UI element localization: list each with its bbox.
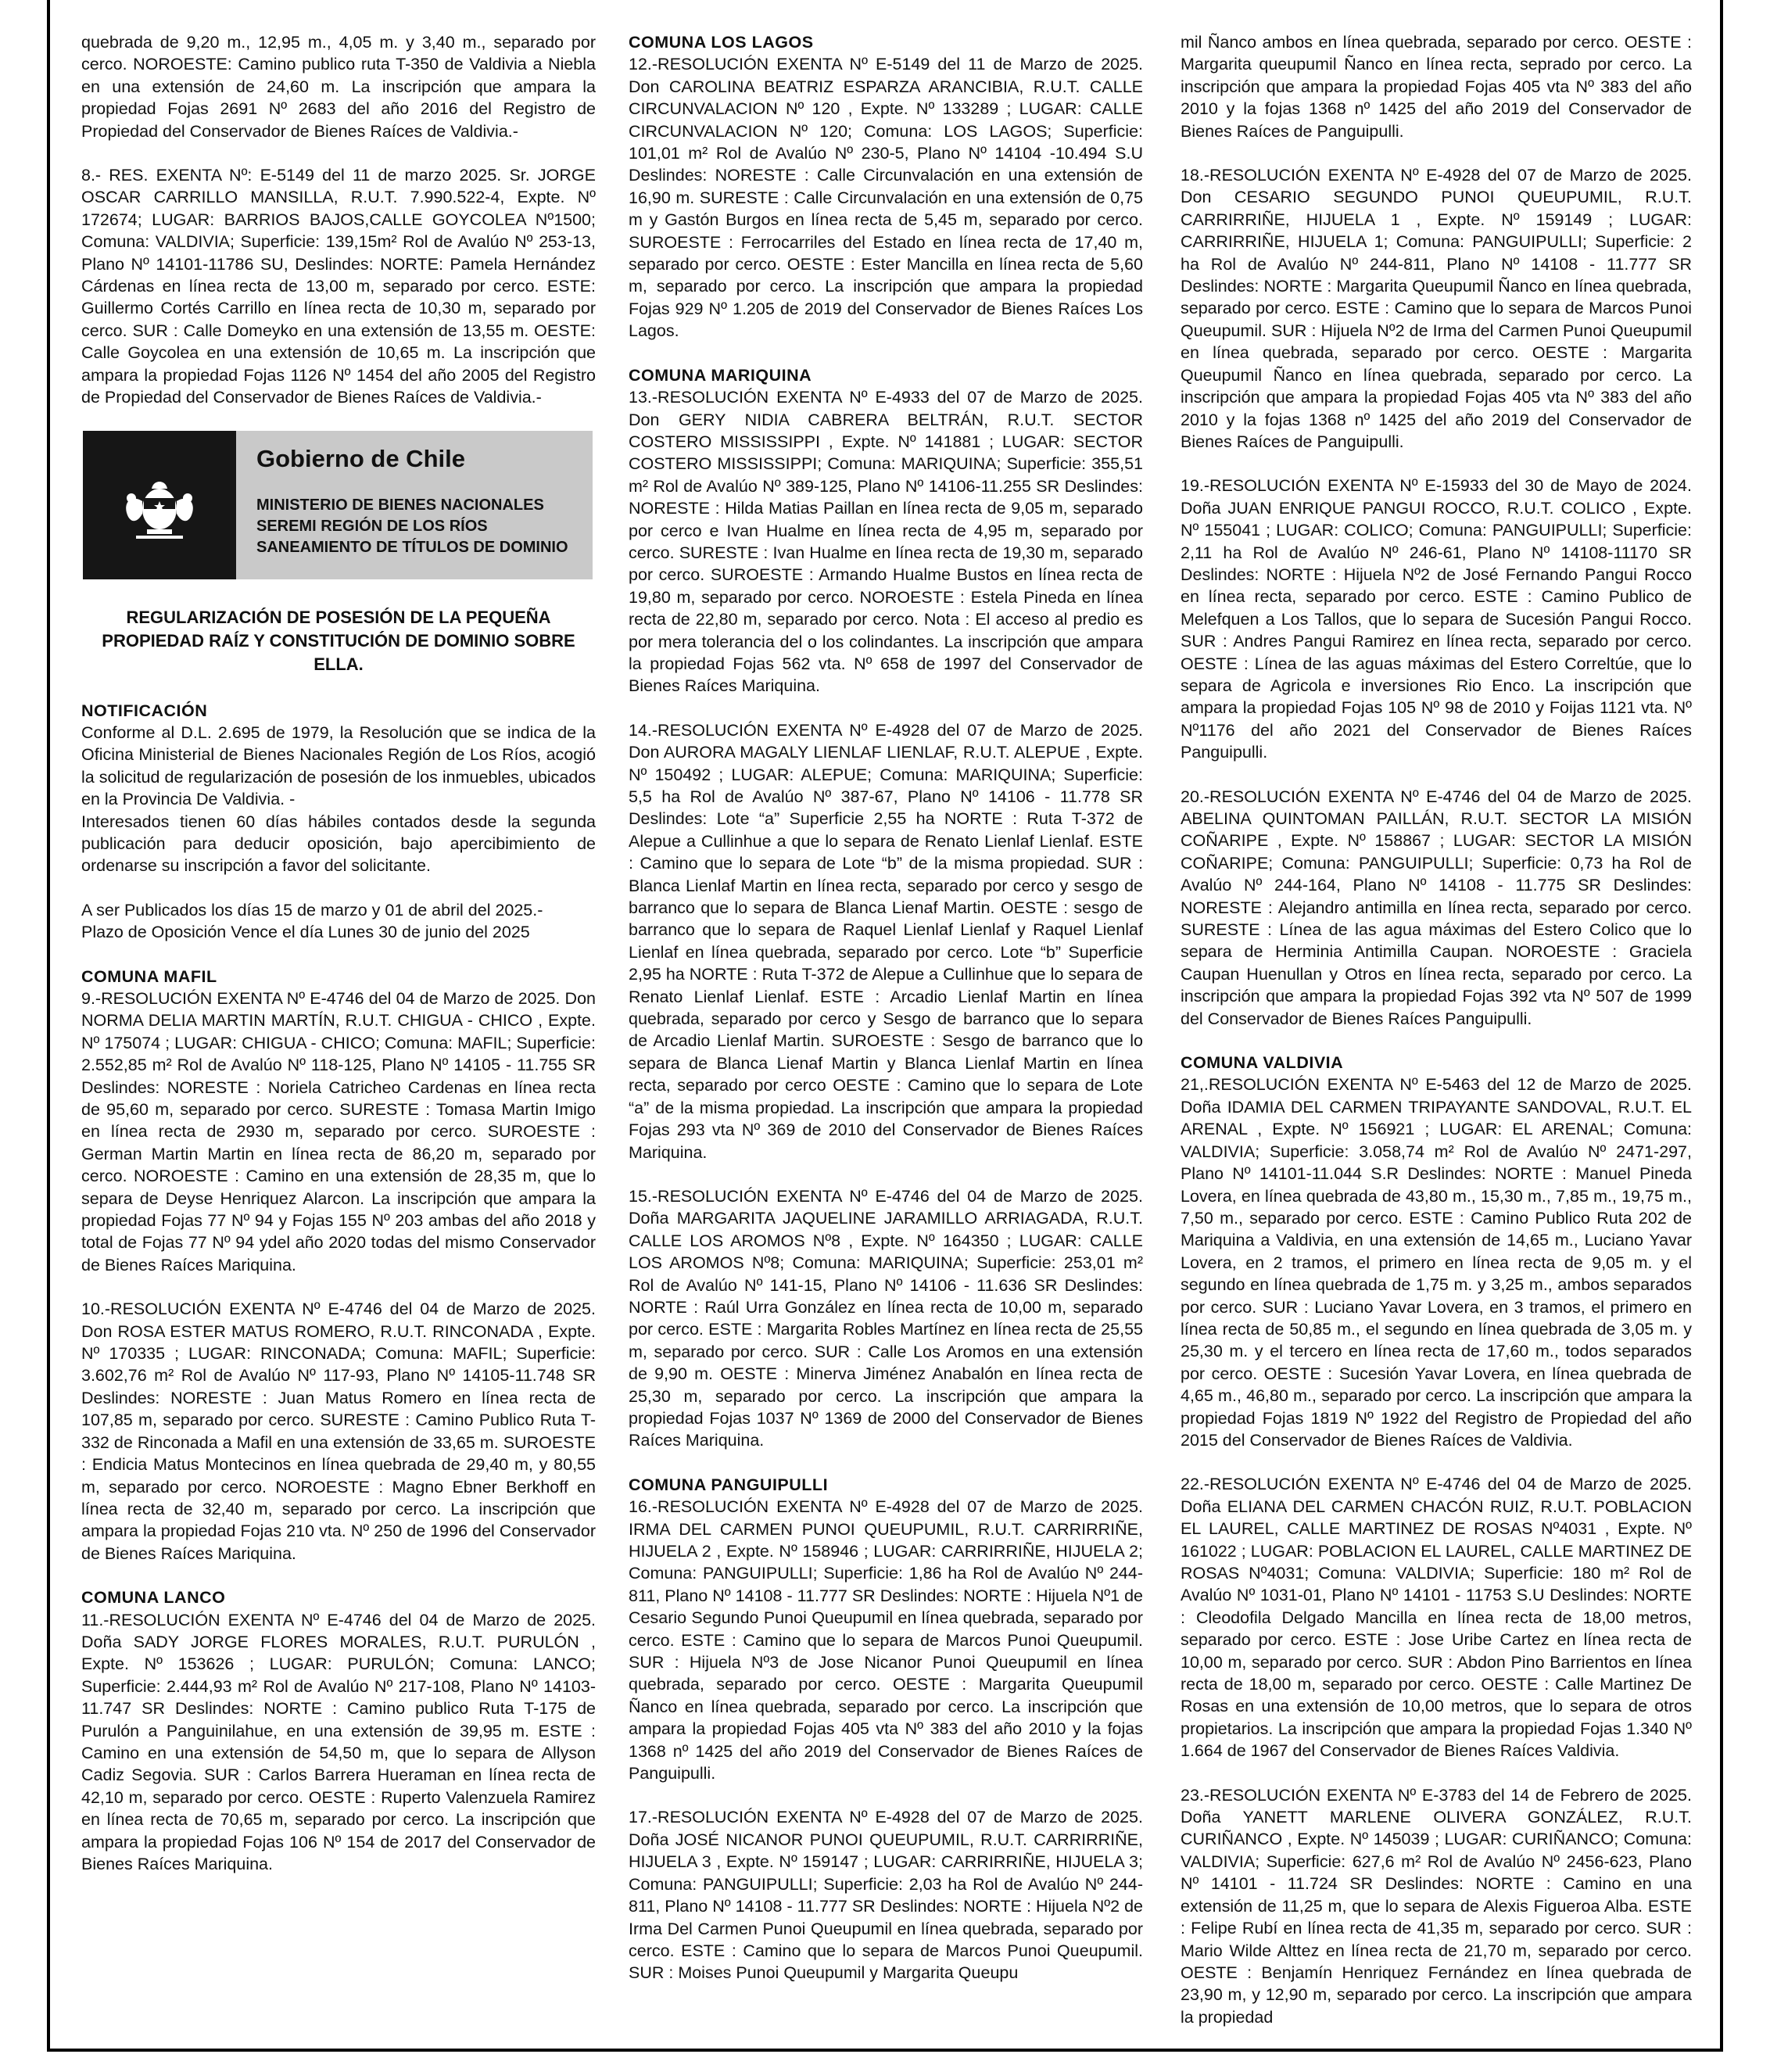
notice-23: 23.-RESOLUCIÓN EXENTA Nº E-3783 del 14 de Febrero de 2025. Doña YANETT MARLENE OLIVERA GONZÁLEZ, R.U.T. CURIÑANCO , Expte. Nº 145039 ; LUGAR: CURIÑANCO; Comuna: VALDIVIA; Superficie: 627,6 m² Rol de Avalúo Nº 2456-623, Plano Nº 14101 - 11.724 SR Deslindes: NORTE : Camino en una extensión de 11,25 m, que lo separa de Alexis Figueroa Alba. ESTE : Felipe Rubí en línea recta de 41,35 m, separado por cerco. SUR : Mario Wilde Alttez en línea recta de 21,70 m, separado por cerco. OESTE : Benjamín Henriquez Fernández en línea quebrada de 23,90 m, y 12,90 m, separado por cerco. La inscripción que ampara la propiedad (1181, 1785, 1692, 2027)
notice-15: 15.-RESOLUCIÓN EXENTA Nº E-4746 del 04 de Marzo de 2025. Doña MARGARITA JAQUELINE JARAMILLO ARRIAGADA, R.U.T. CALLE LOS AROMOS Nº8 , Expte. Nº 164350 ; LUGAR: CALLE LOS AROMOS Nº8; Comuna: MARIQUINA; Superficie: 253,01 m² Rol de Avalúo Nº 141-15, Plano Nº 14106 - 11.636 SR Deslindes: NORTE : Raúl Urra González en línea recta de 10,00 m, separado por cerco. ESTE : Margarita Robles Martínez en línea recta de 25,55 m, separado por cerco. SUR : Calle Los Aromos en una extensión de 9,90 m. OESTE : Minerva Jiménez Anabalón en línea recta de 25,30 m, separado por cerco. La inscripción que ampara la propiedad Fojas 1037 Nº 1369 de 2000 del Conservador de Bienes Raíces Mariquina. (629, 1186, 1143, 1450)
ministry-line: MINISTERIO DE BIENES NACIONALES (256, 496, 544, 514)
notice-8: 8.- RES. EXENTA Nº: E-5149 del 11 de marzo 2025. Sr. JORGE OSCAR CARRILLO MANSILLA, R.U.T. 7.990.522-4, Expte. Nº 172674; LUGAR: BARRIOS BAJOS,CALLE GOYCOLEA Nº1500; Comuna: VALDIVIA; Superficie: 139,15m² Rol de Avalúo Nº 253-13, Plano Nº 14101-11786 SU, Deslindes: NORTE: Pamela Hernández Cárdenas en línea recta de 13,00 m, separado por cerco. ESTE: Guillermo Cortés Carrillo en línea recta de 10,30 m, separado por cerco. SUR : Calle Domeyko en una extensión de 13,55 m. OESTE: Calle Goycolea en una extensión de 10,65 m. La inscripción que ampara la propiedad Fojas 1126 Nº 1454 del año 2005 del Registro de Propiedad del Conservador de Bienes Raíces de Valdivia.- (81, 166, 596, 407)
title-line-1: REGULARIZACIÓN DE POSESIÓN DE LA PEQUEÑA (126, 607, 551, 627)
notice-12: 12.-RESOLUCIÓN EXENTA Nº E-5149 del 11 de Marzo de 2025. Don CAROLINA BEATRIZ ESPARZA ARANCIBIA, R.U.T. CALLE CIRCUNVALACION Nº 120 , Expte. Nº 133289 ; LUGAR: CALLE CIRCUNVALACION Nº 120; Comuna: LOS LAGOS; Superficie: 101,01 m² Rol de Avalúo Nº 230-5, Plano Nº 14104 -10.494 S.U Deslindes: NORESTE : Calle Circunvalación en una extensión de 16,90 m. SURESTE : Calle Circunvalación en una extensión de 0,75 m y Gastón Burgos en línea recta de 5,45 m, separado por cerco. SUROESTE : Ferrocarriles del Estado en línea recta de 17,40 m, separado por cerco. OESTE : Ester Mancilla en línea recta de 5,60 m, separado por cerco. La inscripción que ampara la propiedad Fojas 929 Nº 1.205 de 2019 del Conservador de Bienes Raíces Los Lagos. (629, 55, 1143, 341)
seremi-line: SEREMI REGIÓN DE LOS RÍOS (256, 517, 488, 535)
notificacion-heading: NOTIFICACIÓN (81, 701, 208, 720)
notice-11: 11.-RESOLUCIÓN EXENTA Nº E-4746 del 04 de Marzo de 2025. Doña SADY JORGE FLORES MORALES, R.U.T. PURULÓN , Expte. Nº 153626 ; LUGAR: PURULÓN; Comuna: LANCO; Superficie: 2.444,93 m² Rol de Avalúo Nº 217-108, Plano Nº 14103-11.747 SR Deslindes: NORTE : Camino publico Ruta T-175 de Purulón a Panguinilahue, en una extensión de 39,95 m. ESTE : Camino en una extensión de 54,50 m, que lo separa de Allyson Cadiz Segovia. SUR : Carlos Barrera Hueraman en línea recta de 42,10 m, separado por cerco. OESTE : Ruperto Valenzuela Ramirez en línea recta de 70,65 m, separado por cerco. La inscripción que ampara la propiedad Fojas 106 Nº 154 de 2017 del Conservador de Bienes Raíces Mariquina. (81, 1610, 596, 1873)
notificacion-body: Conforme al D.L. 2.695 de 1979, la Resolución que se indica de la Oficina Ministerial de Bienes Nacionales Región de Los Ríos, acogió la solicitud de regularización de posesión de los inmuebles, ubicados en la Provincia De Valdivia. - (81, 722, 596, 809)
gobierno-de-chile-title: Gobierno de Chile (256, 444, 465, 472)
notice-16: 16.-RESOLUCIÓN EXENTA Nº E-4928 del 07 de Marzo de 2025. IRMA DEL CARMEN PUNOI QUEUPUMIL, R.U.T. CARRIRRIÑE, HIJUELA 2 , Expte. Nº 158946 ; LUGAR: CARRIRRIÑE, HIJUELA 2; Comuna: PANGUIPULLI; Superficie: 1,86 ha Rol de Avalúo Nº 244-811, Plano Nº 14108 - 11.777 SR Deslindes: NORTE : Hijuela Nº1 de Cesario Segundo Punoi Queupumil en línea quebrada, separado por cerco. ESTE : Camino que lo separa de Marcos Punoi Queupumil. SUR : Hijuela Nº3 de Jose Nicanor Punoi Queupumil en línea quebrada, separado por cerco. OESTE : Margarita Queupumil Ñanco en línea quebrada, separado por cerco. La inscripción que ampara la propiedad Fojas 405 vta Nº 383 del año 2010 y la fojas 1368 nº 1425 del año 2019 del Conservador de Bienes Raíces de Panguipulli. (629, 1497, 1143, 1783)
opposition-deadline: Plazo de Oposición Vence el día Lunes 30 de junio del 2025 (81, 923, 530, 942)
notice-10: 10.-RESOLUCIÓN EXENTA Nº E-4746 del 04 de Marzo de 2025. Don ROSA ESTER MATUS ROMERO, R.U.T. RINCONADA , Expte. Nº 170335 ; LUGAR: RINCONADA; Comuna: MAFIL; Superficie: 3.602,76 m² Rol de Avalúo Nº 117-93, Plano Nº 14105-11.748 SR Deslindes: NORESTE : Juan Matus Romero en línea recta de 107,85 m, separado por cerco. SURESTE : Camino Publico Ruta T-332 de Rinconada a Mafil en una extensión de 33,65 m. SUROESTE : Endicia Matus Montecinos en línea quebrada de 29,40 m, y 80,55 m, separado por cerco. NOROESTE : Magno Ebner Berkhoff en línea recta de 32,40 m, separado por cerco. La inscripción que ampara la propiedad Fojas 210 vta. Nº 250 de 1996 del Conservador de Bienes Raíces Mariquina. (81, 1299, 596, 1563)
section-heading-lanco: COMUNA LANCO (81, 1588, 226, 1608)
notice-7-tail: quebrada de 9,20 m., 12,95 m., 4,05 m. y 3,40 m., separado por cerco. NOROESTE: Camino publico ruta T-350 de Valdivia a Niebla en una extensión de 24,60 m. La inscripción que ampara la propiedad Fojas 2691 Nº 2683 del año 2016 del Registro de Propiedad del Conservador de Bienes Raíces de Valdivia.- (81, 33, 596, 141)
notice-19: 19.-RESOLUCIÓN EXENTA Nº E-15933 del 30 de Mayo de 2024. Doña JUAN ENRIQUE PANGUI ROCCO, R.U.T. COLICO , Expte. Nº 155041 ; LUGAR: COLICO; Comuna: PANGUIPULLI; Superficie: 2,11 ha Rol de Avalúo Nº 246-61, Plano Nº 14108-11170 SR Deslindes: NORTE : Hijuela Nº2 de José Fernando Pangui Rocco en línea recta, separado por cerco. ESTE : Camino Publico de Melefquen a Los Tallos, que lo separa de Sucesión Pangui Rocco. SUR : Andres Pangui Ramirez en línea recta, separado por cerco. OESTE : Línea de las aguas máximas del Estero Correltúe, que lo separa de Agricola e inversiones Rio Enco. La inscripción que ampara la propiedad Fojas 105 Nº 98 de 2010 y Foijas 1121 vta. Nº Nº1176 del año 2021 del Conservador de Bienes Raíces Panguipulli. (1181, 476, 1692, 762)
crest-panel (83, 431, 236, 579)
section-heading-panguipulli: COMUNA PANGUIPULLI (629, 1475, 829, 1494)
notice-22: 22.-RESOLUCIÓN EXENTA Nº E-4746 del 04 de Marzo de 2025. Doña ELIANA DEL CARMEN CHACÓN RUIZ, R.U.T. POBLACION EL LAUREL, CALLE MARTINEZ DE ROSAS Nº4031 , Expte. Nº 161022 ; LUGAR: POBLACION EL LAUREL, CALLE MARTINEZ DE ROSAS Nº4031; Comuna: VALDIVIA; Superficie: 180 m² Rol de Avalúo Nº 1031-01, Plano Nº 14101 - 11753 S.U Deslindes: NORTE : Cleodofila Delgado Mancilla en línea recta de 18,00 metros, separado por cerco. ESTE : Jose Uribe Cartez en línea recta de 10,00 m, separado por cerco. SUR : Abdon Pino Barrientos en línea recta de 18,00 m, separado por cerco. OESTE : Calle Martinez De Rosas en una extensión de 10,00 metros, que lo separa de otros propietarios. La inscripción que ampara la propiedad Fojas 1.340 Nº 1.664 de 1967 del Conservador de Bienes Raíces Valdivia. (1181, 1475, 1692, 1761)
notice-14: 14.-RESOLUCIÓN EXENTA Nº E-4928 del 07 de Marzo de 2025. Don AURORA MAGALY LIENLAF LIENLAF, R.U.T. ALEPUE , Expte. Nº 150492 ; LUGAR: ALEPUE; Comuna: MARIQUINA; Superficie: 5,5 ha Rol de Avalúo Nº 387-67, Plano Nº 14106 - 11.778 SR Deslindes: Lote “a” Superficie 2,55 ha NORTE : Ruta T-372 de Alepue a Cullinhue a que lo separa de Renato Lienlaf Lienlaf. ESTE : Camino que lo separa de Lote “b” de la misma propiedad. SUR : Blanca Lienlaf Martin en línea recta, separado por cerco y sesgo de barranco que lo separa de Blanca Lienaf Martin. OESTE : sesgo de barranco que lo separa de Raquel Lienlaf Lienlaf y Raquel Lienlaf Lienlaf en línea quebrada, separado por cerco. Lote “b” Superficie 2,95 ha NORTE : Ruta T-372 de Alepue a Cullinhue que lo separa de Renato Lienlaf Lienlaf. ESTE : Arcadio Lienlaf Martin en línea quebrada, separado por cerco y Sesgo de barranco que lo separa de Arcadio Lienlaf Martin. SUROESTE : Sesgo de barranco que lo separa de Blanca Lienaf Martin y Blanca Lienlaf Martin en línea recta, separado por cerco OESTE : Camino que lo separa de Lote “a” de la misma propiedad. La inscripción que ampara la propiedad Fojas 293 vta Nº 369 de 2010 del Conservador de Bienes Raíces Mariquina. (629, 720, 1143, 1162)
section-heading-mariquina: COMUNA MARIQUINA (629, 365, 812, 385)
notificacion-plazo: Interesados tienen 60 días hábiles contados desde la segunda publicación para deducir oposición, bajo apercibimiento de ordenarse su inscripción a favor del solicitante. (81, 812, 596, 876)
section-heading-valdivia: COMUNA VALDIVIA (1181, 1053, 1344, 1073)
section-heading-mafil: COMUNA MAFIL (81, 966, 217, 986)
notice-18: 18.-RESOLUCIÓN EXENTA Nº E-4928 del 07 de Marzo de 2025. Don CESARIO SEGUNDO PUNOI QUEUPUMIL, R.U.T. CARRIRRIÑE, HIJUELA 1 , Expte. Nº 159149 ; LUGAR: CARRIRRIÑE, HIJUELA 1; Comuna: PANGUIPULLI; Superficie: 2 ha Rol de Avalúo Nº 244-811, Plano Nº 14108 - 11.777 SR Deslindes: NORTE : Margarita Queupumil Ñanco en línea quebrada, separado por cerco. ESTE : Camino que lo separa de Marcos Punoi Queupumil. SUR : Hijuela Nº2 de Irma del Carmen Punoi Queupumil en línea quebrada, separado por cerco. OESTE : Margarita Queupumil Ñanco en línea quebrada, separado por cerco. La inscripción que ampara la propiedad Fojas 405 vta Nº 383 del año 2010 y la fojas 1368 nº 1425 del año 2019 del Conservador de Bienes Raíces de Panguipulli. (1181, 166, 1692, 451)
column-3 (1181, 31, 1692, 2050)
notice-21: 21,.RESOLUCIÓN EXENTA Nº E-5463 del 12 de Marzo de 2025. Doña IDAMIA DEL CARMEN TRIPAYANTE SANDOVAL, R.U.T. EL ARENAL , Expte. Nº 156921 ; LUGAR: EL ARENAL; Comuna: VALDIVIA; Superficie: 3.058,74 m² Rol de Avalúo Nº 2471-297, Plano Nº 14101-11.044 S.R Deslindes: NORTE : Manuel Pineda Lovera, en línea quebrada de 43,80 m., 15,30 m., 7,85 m., 19,75 m., 7,50 m., separado por cerco. ESTE : Camino Publico Ruta 202 de Mariquina a Valdivia, en una extensión de 14,65 m., Luciano Yavar Lovera, en 2 tramos, el primero en línea recta de 9,05 m. y el segundo en línea quebrada de 1,75 m. y 3,25 m., ambos separados por cerco. SUR : Luciano Yavar Lovera, en 3 tramos, el primero en línea recta de 50,85 m., el segundo en línea quebrada de 3,05 m. y 25,30 m. y el tercero en línea recta de 17,60 m., todos separados por cerco. OESTE : Sucesión Yavar Lovera, en línea quebrada de 4,65 m., 46,80 m., separado por cerco. La inscripción que ampara la propiedad Fojas 1819 Nº 1922 del Registro de Propiedad del año 2015 del Conservador de Bienes Raíces de Valdivia. (1181, 1075, 1692, 1450)
regularizacion-title (81, 606, 596, 676)
publication-dates: A ser Publicados los días 15 de marzo y 01 de abril del 2025.- (81, 900, 543, 919)
notice-17: 17.-RESOLUCIÓN EXENTA Nº E-4928 del 07 de Marzo de 2025. Doña JOSÉ NICANOR PUNOI QUEUPUMIL, R.U.T. CARRIRRIÑE, HIJUELA 3 , Expte. Nº 159147 ; LUGAR: CARRIRRIÑE, HIJUELA 3; Comuna: PANGUIPULLI; Superficie: 2,03 ha Rol de Avalúo Nº 244-811, Plano Nº 14108 - 11.777 SR Deslindes: NORTE : Hijuela Nº2 de Irma Del Carmen Punoi Queupumil en línea quebrada, separado por cerco. ESTE : Camino que lo separa de Marcos Punoi Queupumil. SUR : Moises Punoi Queupumil y Margarita Queupu (629, 1808, 1143, 1983)
ministry-lines (256, 495, 568, 558)
notice-9: 9.-RESOLUCIÓN EXENTA Nº E-4746 del 04 de Marzo de 2025. Don NORMA DELIA MARTIN MARTÍN, R.U.T. CHIGUA - CHICO , Expte. Nº 175074 ; LUGAR: CHIGUA - CHICO; Comuna: MAFIL; Superficie: 2.552,85 m² Rol de Avalúo Nº 118-125, Plano Nº 14105 - 11.755 SR Deslindes: NORESTE : Noriela Catricheo Cardenas en línea recta de 95,60 m, separado por cerco. SURESTE : Tomasa Martin Imigo en línea recta de 2930 m, separado por cerco. SUROESTE : German Martin Martin en línea recta de 86,20 m, separado por cerco. NOROESTE : Camino en una extensión de 28,35 m, que lo separa de Deyse Henriquez Alarcon. La inscripción que ampara la propiedad Fojas 77 Nº 94 y Fojas 155 Nº 203 ambas del año 2018 y total de Fojas 77 Nº 94 ydel año 2020 todas del mismo Conservador de Bienes Raíces Mariquina. (81, 988, 596, 1274)
column-1 (81, 31, 596, 1897)
notice-13: 13.-RESOLUCIÓN EXENTA Nº E-4933 del 07 de Marzo de 2025. Don GERY NIDIA CABRERA BELTRÁN, R.U.T. SECTOR COSTERO MISSISSIPPI , Expte. Nº 141881 ; LUGAR: SECTOR COSTERO MISSISSIPPI; Comuna: MARIQUINA; Superficie: 355,51 m² Rol de Avalúo Nº 389-125, Plano Nº 14106-11.255 SR Deslindes: NORESTE : Hilda Matias Paillan en línea recta de 9,05 m, separado por cerco e Ivan Hualme en línea recta de 4,95 m, separado por cerco. SURESTE : Ivan Hualme en línea recta de 19,30 m, separado por cerco. SUROESTE : Armando Hualme Bustos en línea recta de 19,80 m, separado por cerco. NOROESTE : Estela Pineda en línea recta de 22,80 m, separado por cerco. Nota : El acceso al predio es por mera tolerancia del o los colindantes. La inscripción que ampara la propiedad Fojas 562 vta. Nº 658 de 1997 del Conservador de Bienes Raíces Mariquina. (629, 388, 1143, 696)
saneamiento-line: SANEAMIENTO DE TÍTULOS DE DOMINIO (256, 538, 568, 556)
column-2 (629, 31, 1143, 2006)
gobierno-de-chile-banner (83, 431, 593, 579)
notice-17-tail: mil Ñanco ambos en línea quebrada, separado por cerco. OESTE : Margarita queupumil Ñanco en línea recta, seprado por cerco. La inscripción que ampara la propiedad Fojas 405 vta Nº 383 del año 2010 y la fojas 1368 nº 1425 del año 2019 del Conservador de Bienes Raíces de Panguipulli. (1181, 33, 1692, 141)
chile-coat-of-arms-icon (113, 462, 206, 548)
title-line-2: PROPIEDAD RAÍZ Y CONSTITUCIÓN DE DOMINIO SOBRE ELLA. (102, 630, 575, 674)
notice-20: 20.-RESOLUCIÓN EXENTA Nº E-4746 del 04 de Marzo de 2025. ABELINA QUINTOMAN PAILLÁN, R.U.T. SECTOR LA MISIÓN COÑARIPE , Expte. Nº 158867 ; LUGAR: SECTOR LA MISIÓN COÑARIPE; Comuna: PANGUIPULLI; Superficie: 0,73 ha Rol de Avalúo Nº 244-164, Plano Nº 14108 - 11.775 SR Deslindes: NORESTE : Alejandro antimilla en línea recta, separado por cerco. SURESTE : Línea de las agua máximas del Estero Colico que lo separa de Herminia Antimilla Caupan. NOROESTE : Graciela Caupan Huenullan y Otros en línea recta, separado por cerco. La inscripción que ampara la propiedad Fojas 392 vta Nº 507 de 1999 del Conservador de Bienes Raíces Panguipulli. (1181, 787, 1692, 1028)
section-heading-los-lagos: COMUNA LOS LAGOS (629, 33, 814, 52)
